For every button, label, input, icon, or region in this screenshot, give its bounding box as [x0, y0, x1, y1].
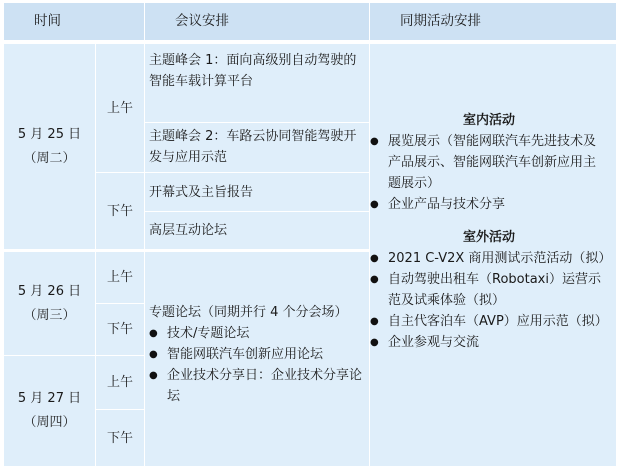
agenda-forums	[145, 252, 369, 466]
bullet-icon: ●	[370, 136, 379, 147]
day-1-pm-label: 下午	[106, 203, 133, 219]
day-3-am	[96, 356, 144, 409]
day-1-date: 5 月 25 日	[17, 126, 82, 142]
day-1-am	[96, 44, 144, 172]
header-agenda	[145, 3, 369, 40]
agenda-summit-1-text: 主题峰会 1：面向高级别自动驾驶的智能车载计算平台	[149, 53, 357, 89]
day-1-pm	[96, 173, 144, 249]
day-1-weekday: （周二）	[23, 150, 76, 166]
list-item: ● 企业产品与技术分享	[370, 194, 608, 215]
day-3-am-label: 上午	[106, 375, 133, 390]
indoor-title: 室内活动	[462, 113, 515, 128]
header-agenda-label: 会议安排	[175, 13, 229, 29]
outdoor-list	[370, 248, 612, 353]
day-2-pm	[96, 304, 144, 355]
activities-cell	[370, 44, 616, 466]
bullet-icon: ●	[370, 316, 379, 327]
day-3-date: 5 月 27 日	[17, 391, 82, 406]
bullet-icon: ●	[370, 199, 379, 210]
day-2-am-label: 上午	[106, 270, 133, 285]
bullet-icon: ●	[370, 274, 379, 285]
bullet-icon: ●	[370, 253, 379, 264]
day-3-weekday: （周四）	[23, 415, 76, 430]
list-item: ● 技术/专题论坛	[149, 323, 365, 344]
bullet-icon: ●	[149, 349, 158, 360]
bullet-icon: ●	[149, 328, 158, 339]
list-item: ● 自主代客泊车（AVP）应用示范（拟）	[370, 311, 608, 332]
agenda-forums-title: 专题论坛（同期并行 4 个分会场）	[149, 305, 348, 320]
day-2-am	[96, 252, 144, 303]
outdoor-title: 室外活动	[462, 230, 515, 245]
day-3-pm	[96, 410, 144, 466]
agenda-opening	[145, 173, 369, 211]
bullet-icon: ●	[149, 370, 158, 381]
day-2-date: 5 月 26 日	[17, 283, 82, 299]
list-item: ● 自动驾驶出租车（Robotaxi）运营示范及试乘体验（拟）	[370, 269, 608, 311]
header-activities-label: 同期活动安排	[400, 13, 481, 29]
day-1-am-label: 上午	[106, 100, 133, 116]
day-2-date-cell	[4, 252, 95, 355]
agenda-opening-text: 开幕式及主旨报告	[149, 184, 254, 200]
day-2-pm-label: 下午	[106, 322, 133, 337]
bullet-icon: ●	[370, 337, 379, 348]
header-time-label: 时间	[34, 13, 61, 29]
day-3-pm-label: 下午	[106, 430, 133, 446]
day-3-date-cell	[4, 356, 95, 466]
agenda-forums-list	[149, 323, 365, 407]
indoor-list	[370, 131, 608, 215]
agenda-interactive	[145, 212, 369, 249]
agenda-summit-2-text: 主题峰会 2：车路云协同智能驾驶开发与应用示范	[149, 129, 357, 165]
agenda-interactive-text: 高层互动论坛	[149, 223, 228, 238]
list-item: ● 智能网联汽车创新应用论坛	[149, 344, 365, 365]
agenda-summit-1	[145, 44, 369, 122]
list-item: ● 2021 C-V2X 商用测试示范活动（拟）	[370, 248, 608, 269]
list-item: ● 企业技术分享日：企业技术分享论坛	[149, 365, 365, 407]
list-item: ● 展览展示（智能网联汽车先进技术及产品展示、智能网联汽车创新应用主题展示）	[370, 131, 608, 194]
day-2-weekday: （周三）	[23, 307, 76, 323]
header-time	[4, 3, 144, 40]
agenda-summit-2	[145, 123, 369, 172]
list-item: ● 企业参观与交流	[370, 332, 608, 353]
day-1-date-cell	[4, 44, 95, 249]
header-activities	[370, 3, 616, 40]
